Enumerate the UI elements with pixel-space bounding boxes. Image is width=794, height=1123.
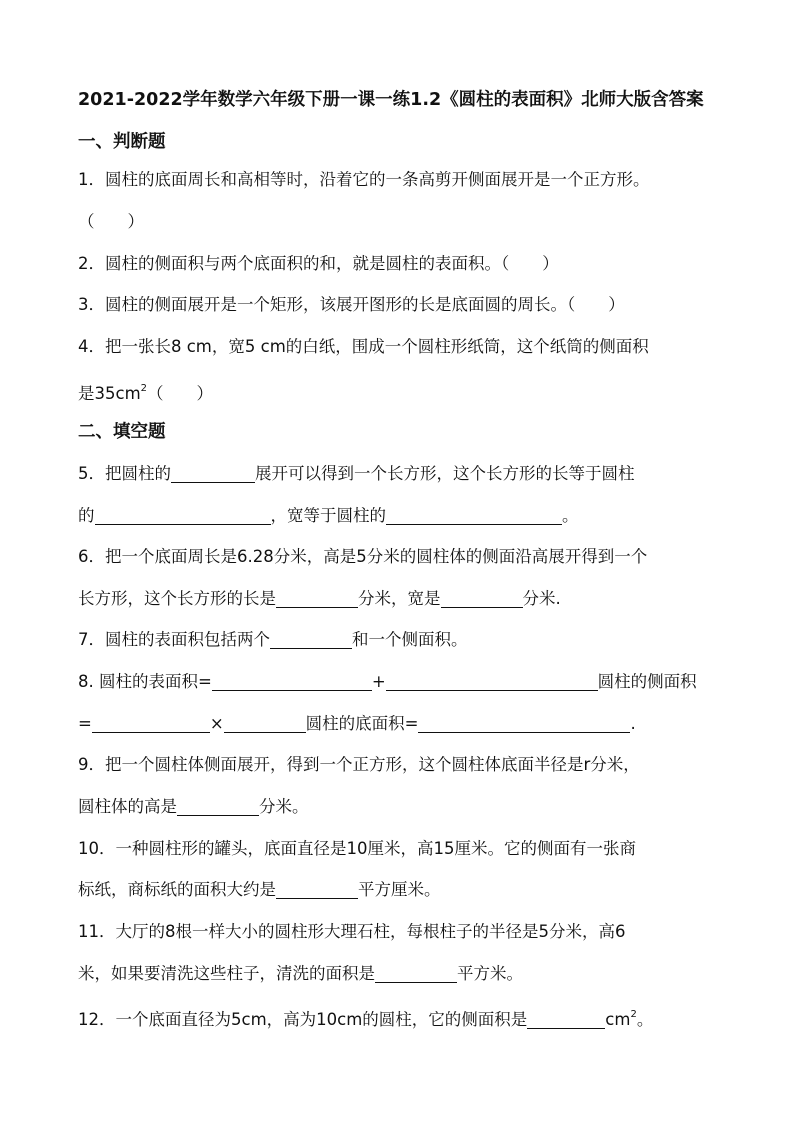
question-text: 米，如果要清洗这些柱子，清洗的面积是 xyxy=(78,964,375,983)
answer-blank[interactable] xyxy=(276,590,358,608)
question-text: 分米. xyxy=(522,589,561,608)
question-text: 。 xyxy=(562,506,579,525)
period: . xyxy=(630,714,636,733)
question-text: 12．一个底面直径为5cm，高为10cm的圆柱，它的侧面积是 xyxy=(78,1010,528,1029)
question-text: 圆柱的侧面积 xyxy=(597,672,697,691)
question-text: 是35cm xyxy=(78,384,141,403)
question-text: 的 xyxy=(78,506,95,525)
question-text: 1．圆柱的底面周长和高相等时，沿着它的一条高剪开侧面展开是一个正方形。 xyxy=(78,170,650,189)
question-text: ，宽等于圆柱的 xyxy=(270,506,386,525)
question-text: 圆柱体的高是 xyxy=(78,797,177,816)
question-10-continued xyxy=(78,878,728,902)
answer-blank[interactable] xyxy=(441,590,523,608)
section-heading-fill-blank: 二、填空题 xyxy=(78,422,166,442)
answer-parentheses: （ ） xyxy=(147,384,214,403)
question-text: 平方米。 xyxy=(457,964,523,983)
question-6 xyxy=(78,545,728,569)
question-text: 圆柱的底面积= xyxy=(305,714,419,733)
question-text: 标纸，商标纸的面积大约是 xyxy=(78,880,276,899)
question-text: 11．大厅的8根一样大小的圆柱形大理石柱，每根柱子的半径是5分米，高6 xyxy=(78,922,626,941)
question-text: 。 xyxy=(636,1010,654,1029)
answer-blank[interactable] xyxy=(224,715,306,733)
question-8-continued xyxy=(78,712,728,736)
answer-blank[interactable] xyxy=(177,798,259,816)
question-text: 7．圆柱的表面积包括两个 xyxy=(78,630,270,649)
question-text: 6．把一个底面周长是6.28分米，高是5分米的圆柱体的侧面沿高展开得到一个 xyxy=(78,547,648,566)
question-text: 平方厘米。 xyxy=(358,880,441,899)
answer-blank[interactable] xyxy=(418,715,630,733)
question-3 xyxy=(78,293,728,317)
question-1 xyxy=(78,168,728,192)
times-sign: × xyxy=(209,714,224,733)
section-heading-judgment: 一、判断题 xyxy=(78,132,166,152)
question-1-answer xyxy=(78,210,728,234)
page-title: 2021-2022学年数学六年级下册一课一练1.2《圆柱的表面积》北师大版含答案 xyxy=(78,90,704,110)
question-text: 和一个侧面积。 xyxy=(352,630,468,649)
answer-parentheses: （ ） xyxy=(78,212,144,231)
question-text: 2．圆柱的侧面积与两个底面积的和，就是圆柱的表面积。（ ） xyxy=(78,254,559,273)
question-11-continued xyxy=(78,962,728,986)
answer-blank[interactable] xyxy=(92,715,210,733)
question-text: 5．把圆柱的 xyxy=(78,464,171,483)
question-text: 10．一种圆柱形的罐头，底面直径是10厘米，高15厘米。它的侧面有一张商 xyxy=(78,839,636,858)
question-text: 分米，宽是 xyxy=(358,589,441,608)
answer-blank[interactable] xyxy=(375,965,457,983)
superscript: 2 xyxy=(140,383,148,394)
question-12 xyxy=(78,1003,728,1032)
question-4-continued xyxy=(78,377,728,406)
question-5 xyxy=(78,462,728,486)
question-text: 8. 圆柱的表面积= xyxy=(78,672,212,691)
question-text: 3．圆柱的侧面展开是一个矩形，该展开图形的长是底面圆的周长。（ ） xyxy=(78,295,625,314)
answer-blank[interactable] xyxy=(276,881,358,899)
question-9 xyxy=(78,753,728,777)
answer-blank[interactable] xyxy=(212,673,372,691)
question-5-continued xyxy=(78,504,728,528)
answer-blank[interactable] xyxy=(270,631,352,649)
answer-blank[interactable] xyxy=(386,673,598,691)
question-text: 展开可以得到一个长方形，这个长方形的长等于圆柱 xyxy=(255,464,635,483)
question-4 xyxy=(78,335,728,359)
question-text: 9．把一个圆柱体侧面展开，得到一个正方形，这个圆柱体底面半径是r分米， xyxy=(78,755,640,774)
answer-blank[interactable] xyxy=(171,465,255,483)
answer-blank[interactable] xyxy=(527,1011,605,1029)
superscript: 2 xyxy=(630,1009,637,1020)
question-9-continued xyxy=(78,795,728,819)
unit-text: cm xyxy=(605,1010,631,1029)
question-6-continued xyxy=(78,587,728,611)
equals-sign: = xyxy=(78,714,92,733)
question-10 xyxy=(78,837,728,861)
question-11 xyxy=(78,920,728,944)
question-text: 长方形，这个长方形的长是 xyxy=(78,589,276,608)
answer-blank[interactable] xyxy=(386,507,562,525)
answer-blank[interactable] xyxy=(95,507,271,525)
question-text: 分米。 xyxy=(259,797,309,816)
plus-sign: + xyxy=(371,672,386,691)
question-2 xyxy=(78,252,728,276)
question-text: 4．把一张长8 cm，宽5 cm的白纸，围成一个圆柱形纸筒，这个纸筒的侧面积 xyxy=(78,337,649,356)
question-7 xyxy=(78,628,728,652)
question-8 xyxy=(78,670,728,694)
